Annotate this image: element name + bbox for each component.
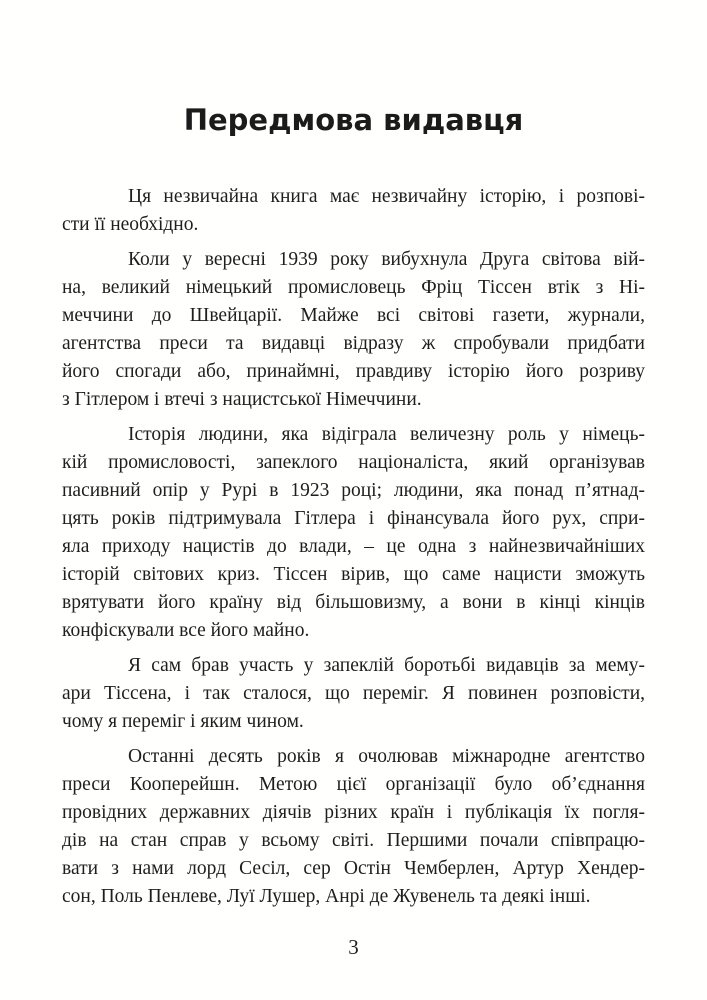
page-title: Передмова видавця — [183, 103, 524, 137]
text-line: пасивний опір у Рурі в 1923 році; людини, яка понад п’ятнад- — [62, 480, 645, 501]
text-line: з Гітлером і втечі з нацистської Німеччини. — [62, 389, 422, 410]
page-body — [62, 183, 645, 911]
text-line: на, великий німецький промисловець Фріц Тіссен втік з Ні- — [62, 277, 645, 298]
text-line: яла приходу нацистів до влади, – це одна з найнезвичайніших — [62, 536, 645, 557]
text-line: кій промисловості, запеклого націоналіста, який організував — [62, 452, 645, 473]
text-line: преси Кооперейшн. Метою цієї організації було об’єднання — [62, 774, 645, 795]
text-line: Ця незвичайна книга має незвичайну історію, і розпові- — [128, 186, 645, 207]
paragraph — [62, 743, 645, 911]
text-line: цять років підтримувала Гітлера і фінансувала його рух, спри- — [62, 508, 645, 529]
text-line: сон, Поль Пенлеве, Луї Лушер, Анрі де Жувенель та деякі інші. — [62, 886, 591, 907]
text-line: провідних державних діячів різних країн і публікація їх погля- — [62, 802, 645, 823]
paragraph — [62, 652, 645, 736]
text-line: Історія людини, яка відіграла величезну роль у німець- — [128, 424, 645, 445]
paragraph — [62, 246, 645, 414]
paragraph — [62, 421, 645, 645]
text-line: дів на стан справ у всьому світі. Першими почали співпрацю- — [62, 830, 645, 851]
text-line: врятувати його країну від більшовизму, а вони в кінці кінців — [62, 592, 645, 613]
text-line: Коли у вересні 1939 року вибухнула Друга світова вій- — [128, 249, 645, 270]
text-line: конфіскували все його майно. — [62, 620, 310, 641]
paragraph — [62, 183, 645, 239]
text-line: меччини до Швейцарії. Майже всі світові газети, журнали, — [62, 305, 645, 326]
text-line: сти її необхідно. — [62, 214, 199, 235]
text-line: чому я переміг і яким чином. — [62, 711, 304, 732]
text-line: історій світових криз. Тіссен вірив, що саме нацисти зможуть — [62, 564, 645, 585]
text-line: його спогади або, принаймні, правдиву історію його розриву — [62, 361, 645, 382]
text-line: ари Тіссена, і так сталося, що переміг. Я повинен розповісти, — [62, 683, 645, 704]
page-number: 3 — [348, 935, 359, 959]
text-line: вати з нами лорд Сесіл, сер Остін Чемберлен, Артур Хендер- — [62, 858, 645, 879]
text-line: Останні десять років я очолював міжнародне агентство — [128, 746, 645, 767]
text-line: Я сам брав участь у запеклій боротьбі видавців за мему- — [128, 655, 645, 676]
text-line: агентства преси та видавці відразу ж спробували придбати — [62, 333, 645, 354]
